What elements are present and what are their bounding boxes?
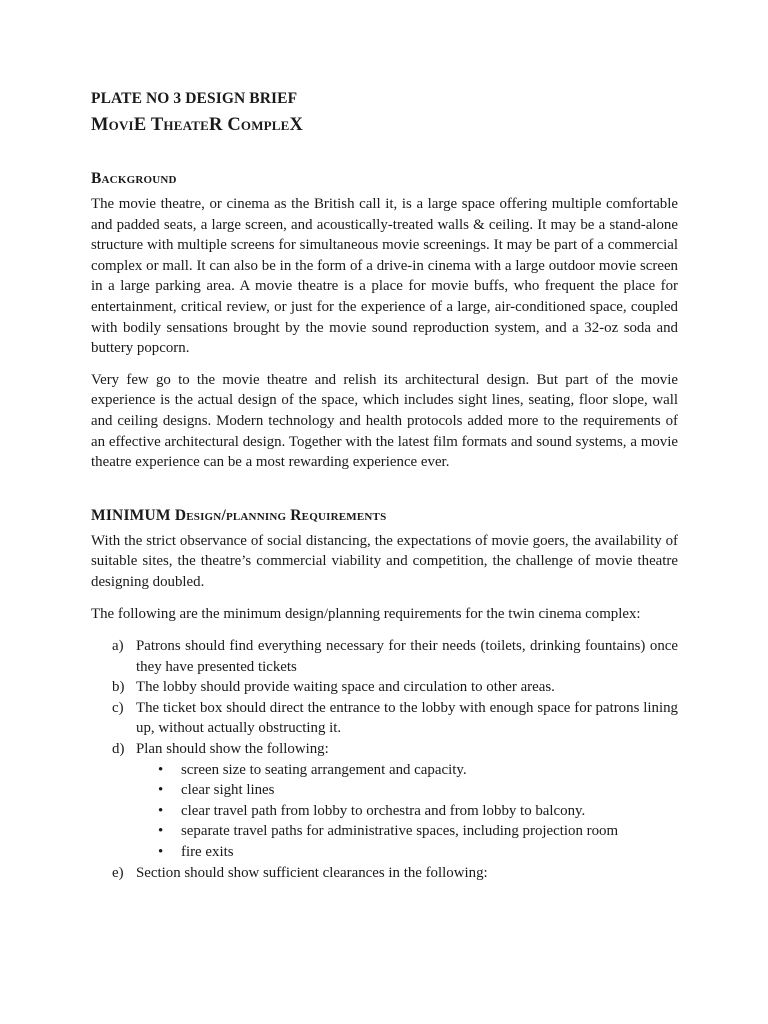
list-item-text: Plan should show the following:	[136, 741, 329, 758]
bullet-text: fire exits	[181, 844, 234, 861]
bullet-item	[136, 780, 678, 801]
list-item	[91, 636, 678, 677]
bullet-icon: •	[158, 844, 164, 861]
list-item-text: Patrons should find everything necessary for their needs (toilets, drinking fountains) once they have presented tickets	[136, 638, 678, 675]
list-marker: a)	[112, 638, 124, 655]
list-marker: b)	[112, 679, 125, 696]
bullet-icon: •	[158, 823, 164, 840]
background-paragraph-2: Very few go to the movie theatre and relish its architectural design. But part of the movie experience is the actual design of the space, which includes sight lines, seating, floor slope, wall and ceiling designs. Modern technology and health protocols added more to the requirements of an effective architectural design. Together with the latest film formats and sound systems, a movie theatre experience can be a most rewarding experience ever.	[91, 371, 678, 471]
bullet-item	[136, 842, 678, 863]
bullet-text: clear travel path from lobby to orchestra and from lobby to balcony.	[181, 802, 586, 819]
bullet-item	[136, 801, 678, 822]
requirements-paragraph-1: With the strict observance of social distancing, the expectations of movie goers, the availability of suitable sites, the theatre’s commercial viability and competition, the challenge of movie theatre designing doubled.	[91, 532, 678, 590]
background-heading: Background	[91, 170, 177, 187]
list-marker: c)	[112, 699, 124, 716]
bullet-item	[136, 821, 678, 842]
bullet-text: clear sight lines	[181, 782, 275, 799]
list-item	[91, 677, 678, 698]
requirements-heading: MINIMUM Design/planning Requirements	[91, 506, 387, 524]
document-page	[91, 90, 678, 883]
requirements-paragraph-2: The following are the minimum design/planning requirements for the twin cinema complex:	[91, 605, 641, 622]
plate-title: PLATE NO 3 DESIGN BRIEF	[91, 90, 298, 107]
list-item-text: The lobby should provide waiting space and circulation to other areas.	[136, 679, 555, 696]
list-marker: e)	[112, 864, 124, 881]
plan-bullet-list	[136, 760, 678, 863]
requirements-section	[91, 507, 678, 884]
bullet-text: screen size to seating arrangement and capacity.	[181, 761, 467, 778]
background-section	[91, 170, 678, 473]
document-title: MoviE TheateR CompleX	[91, 115, 304, 135]
list-item	[91, 698, 678, 739]
list-item-text: The ticket box should direct the entrance to the lobby with enough space for patrons lining up, without actually obstructing it.	[136, 699, 678, 737]
bullet-item	[136, 760, 678, 781]
list-item-text: Section should show sufficient clearances in the following:	[136, 864, 488, 881]
list-item	[91, 739, 678, 863]
requirements-list	[91, 636, 678, 883]
background-paragraph-1: The movie theatre, or cinema as the British call it, is a large space offering multiple comfortable and padded seats, a large screen, and acoustically-treated walls & ceiling. It may be a stand-alone structure with multiple screens for simultaneous movie screenings. It may be part of a commercial complex or mall. It can also be in the form of a drive-in cinema with a large outdoor movie screen in a large parking area. A movie theatre is a place for movie buffs, who frequent the place for entertainment, critical review, or just for the experience of a large, air-conditioned space, coupled with bodily sensations brought by the movie sound reproduction system, and a 32-oz soda and buttery popcorn.	[91, 196, 678, 357]
bullet-icon: •	[158, 761, 164, 778]
list-marker: d)	[112, 741, 125, 758]
bullet-icon: •	[158, 782, 164, 799]
bullet-text: separate travel paths for administrative spaces, including projection room	[181, 823, 619, 840]
list-item	[91, 863, 678, 884]
bullet-icon: •	[158, 802, 164, 819]
